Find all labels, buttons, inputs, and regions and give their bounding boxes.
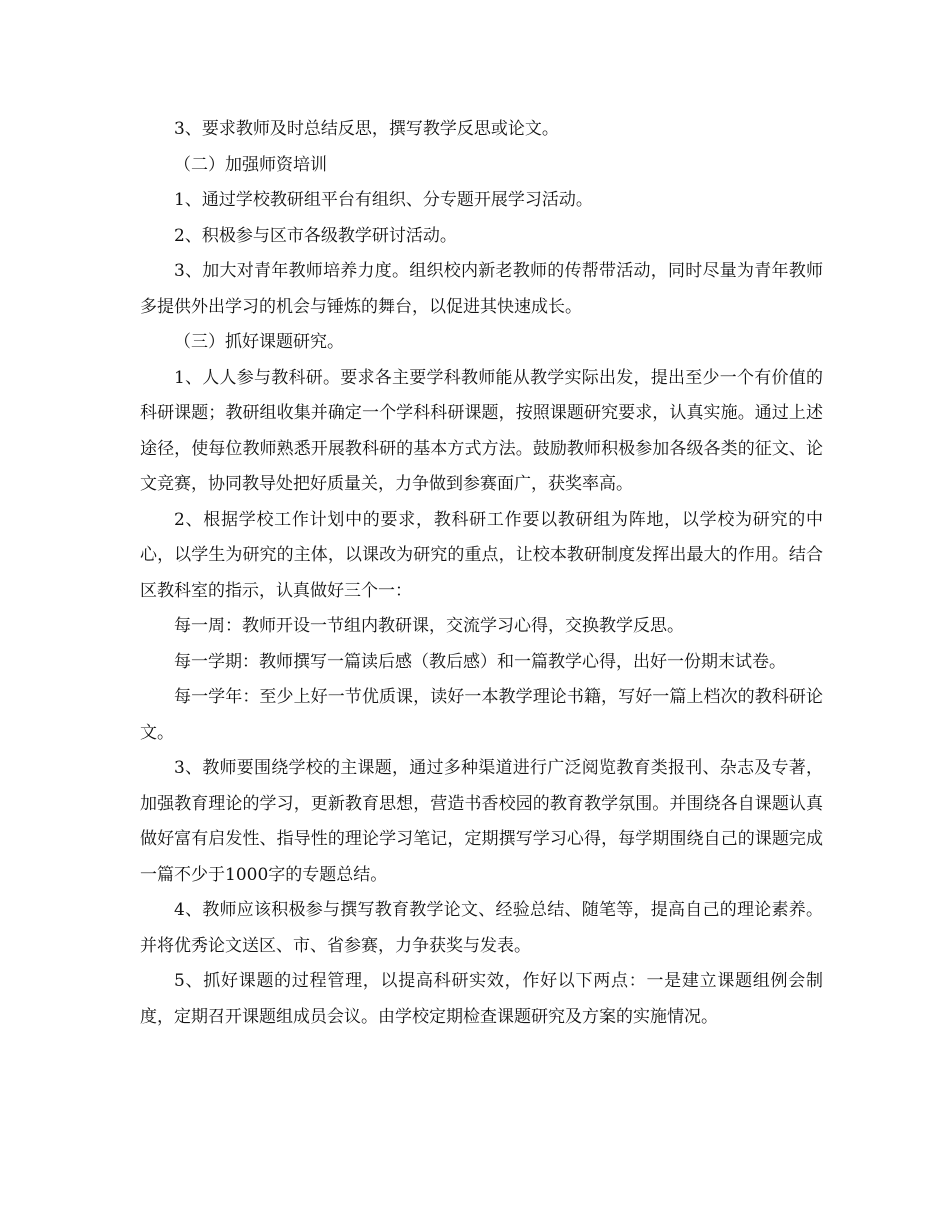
paragraph-training-item-2: 2、积极参与区市各级教学研讨活动。 [174,225,457,246]
paragraph-research-item-4: 4、教师应该积极参与撰写教育教学论文、经验总结、随笔等，提高自己的理论素养。并将优秀论文送区、市、省参赛，力争获奖与发表。 [140,900,823,956]
paragraph-reflection-requirement: 3、要求教师及时总结反思，撰写教学反思或论文。 [174,119,559,139]
section-heading-research: （三）抓好课题研究。 [174,332,344,352]
paragraph-each-semester: 每一学期：教师撰写一篇读后感（教后感）和一篇教学心得，出好一份期末试卷。 [174,651,786,672]
paragraph-training-item-3: 3、加大对青年教师培养力度。组织校内新老教师的传帮带活动，同时尽量为青年教师多提供外出学习的机会与锤炼的舞台，以促进其快速成长。 [140,261,823,317]
section-heading-teacher-training: （二）加强师资培训 [174,154,327,175]
document-body [140,112,823,1035]
paragraph-research-item-2: 2、根据学校工作计划中的要求，教科研工作要以教研组为阵地，以学校为研究的中心，以学生为研究的主体，以课改为研究的重点，让校本教研制度发挥出最大的作用。结合区教科室的指示，认真做好三个一： [140,509,823,601]
paragraph-training-item-1: 1、通过学校教研组平台有组织、分专题开展学习活动。 [174,190,593,210]
paragraph-research-item-3: 3、教师要围绕学校的主课题，通过多种渠道进行广泛阅览教育类报刊、杂志及专著，加强教育理论的学习，更新教育思想，营造书香校园的教育教学氛围。并围绕各自课题认真做好富有启发性、指导性的理论学习笔记，定期撰写学习心得，每学期围绕自己的课题完成一篇不少于1000字的专题总结。 [140,758,823,885]
paragraph-each-week: 每一周：教师开设一节组内教研课，交流学习心得，交换教学反思。 [174,616,684,636]
paragraph-research-item-5: 5、抓好课题的过程管理，以提高科研实效，作好以下两点：一是建立课题组例会制度，定期召开课题组成员会议。由学校定期检查课题研究及方案的实施情况。 [140,971,823,1027]
paragraph-each-year: 每一学年：至少上好一节优质课，读好一本教学理论书籍，写好一篇上档次的教科研论文。 [140,687,823,743]
paragraph-research-item-1: 1、人人参与教科研。要求各主要学科教师能从教学实际出发，提出至少一个有价值的科研课题；教研组收集并确定一个学科科研课题，按照课题研究要求，认真实施。通过上述途径，使每位教师熟悉开展教科研的基本方式方法。鼓励教师积极参加各级各类的征文、论文竞赛，协同教导处把好质量关，力争做到参赛面广，获奖率高。 [140,367,823,494]
